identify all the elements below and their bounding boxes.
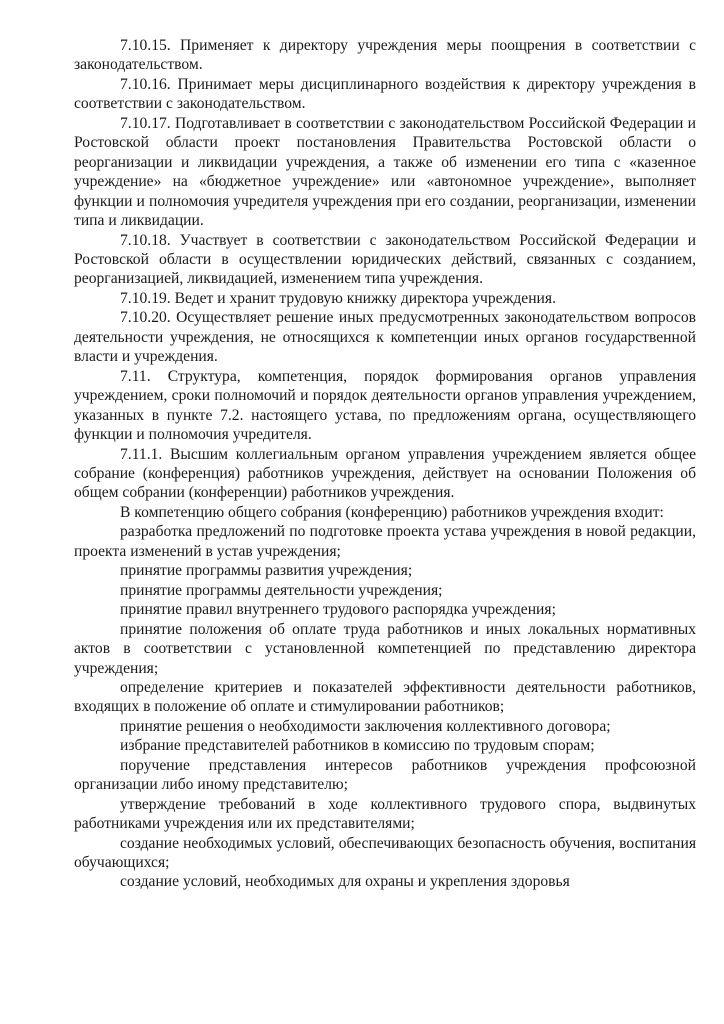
list-item: принятие положения об оплате труда работников и иных локальных нормативных актов в соответствии с установленной компетенцией по представлению директора учреждения; bbox=[74, 620, 696, 677]
paragraph-7-10-15: 7.10.15. Применяет к директору учреждения меры поощрения в соответствии с законодательством. bbox=[74, 37, 696, 74]
list-item: утверждение требований в ходе коллективного трудового спора, выдвинутых работниками учреждения или их представителями; bbox=[74, 795, 696, 833]
paragraph-7-11: 7.11. Структура, компетенция, порядок формирования органов управления учреждением, сроки полномочий и порядок деятельности органов управления учреждением, указанных в пункте 7.2. настоящего устава, по предложениям органа, осуществляющего функции и полномочия учредителя. bbox=[74, 367, 696, 444]
list-item: определение критериев и показателей эффективности деятельности работников, входящих в положение об оплате и стимулировании работников; bbox=[74, 678, 696, 716]
paragraph-7-10-17: 7.10.17. Подготавливает в соответствии с законодательством Российской Федерации и Ростовской области проект постановления Правительства Ростовской области о реорганизации и ликвидации учреждения, а также об изменении его типа с «казенное учреждение» на «бюджетное учреждение» или «автономное учреждение», выполняет функции и полномочия учредителя учреждения при его создании, реорганизации, изменении типа и ликвидации. bbox=[74, 114, 696, 230]
paragraph-7-11-1: 7.11.1. Высшим коллегиальным органом управления учреждением является общее собрание (конференция) работников учреждения, действует на основании Положения об общем собрании (конференции) работников учреждения. bbox=[74, 445, 696, 502]
list-item: принятие правил внутреннего трудового распорядка учреждения; bbox=[120, 601, 556, 619]
list-item: принятие решения о необходимости заключения коллективного договора; bbox=[120, 717, 611, 735]
document-page bbox=[74, 36, 696, 892]
competence-intro: В компетенцию общего собрания (конференцию) работников учреждения входит: bbox=[120, 503, 664, 521]
paragraph-7-10-16: 7.10.16. Принимает меры дисциплинарного воздействия к директору учреждения в соответствии с законодательством. bbox=[74, 75, 696, 113]
list-item: поручение представления интересов работников учреждения профсоюзной организации либо иному представителю; bbox=[74, 756, 696, 794]
paragraph-7-10-19: 7.10.19. Ведет и хранит трудовую книжку директора учреждения. bbox=[120, 289, 556, 307]
list-item: принятие программы развития учреждения; bbox=[120, 562, 413, 580]
list-item: создание необходимых условий, обеспечивающих безопасность обучения, воспитания обучающихся; bbox=[74, 834, 696, 872]
list-item: избрание представителей работников в комиссию по трудовым спорам; bbox=[120, 737, 595, 755]
list-item: создание условий, необходимых для охраны и укрепления здоровья bbox=[120, 873, 570, 891]
paragraph-7-10-20: 7.10.20. Осуществляет решение иных предусмотренных законодательством вопросов деятельности учреждения, не относящихся к компетенции иных органов государственной власти и учреждения. bbox=[74, 309, 696, 366]
list-item: принятие программы деятельности учреждения; bbox=[120, 581, 443, 599]
list-item: разработка предложений по подготовке проекта устава учреждения в новой редакции, проекта изменений в устав учреждения; bbox=[74, 523, 696, 560]
paragraph-7-10-18: 7.10.18. Участвует в соответствии с законодательством Российской Федерации и Ростовской области в осуществлении юридических действий, связанных с созданием, реорганизацией, ликвидацией, изменением типа учреждения. bbox=[74, 231, 696, 288]
